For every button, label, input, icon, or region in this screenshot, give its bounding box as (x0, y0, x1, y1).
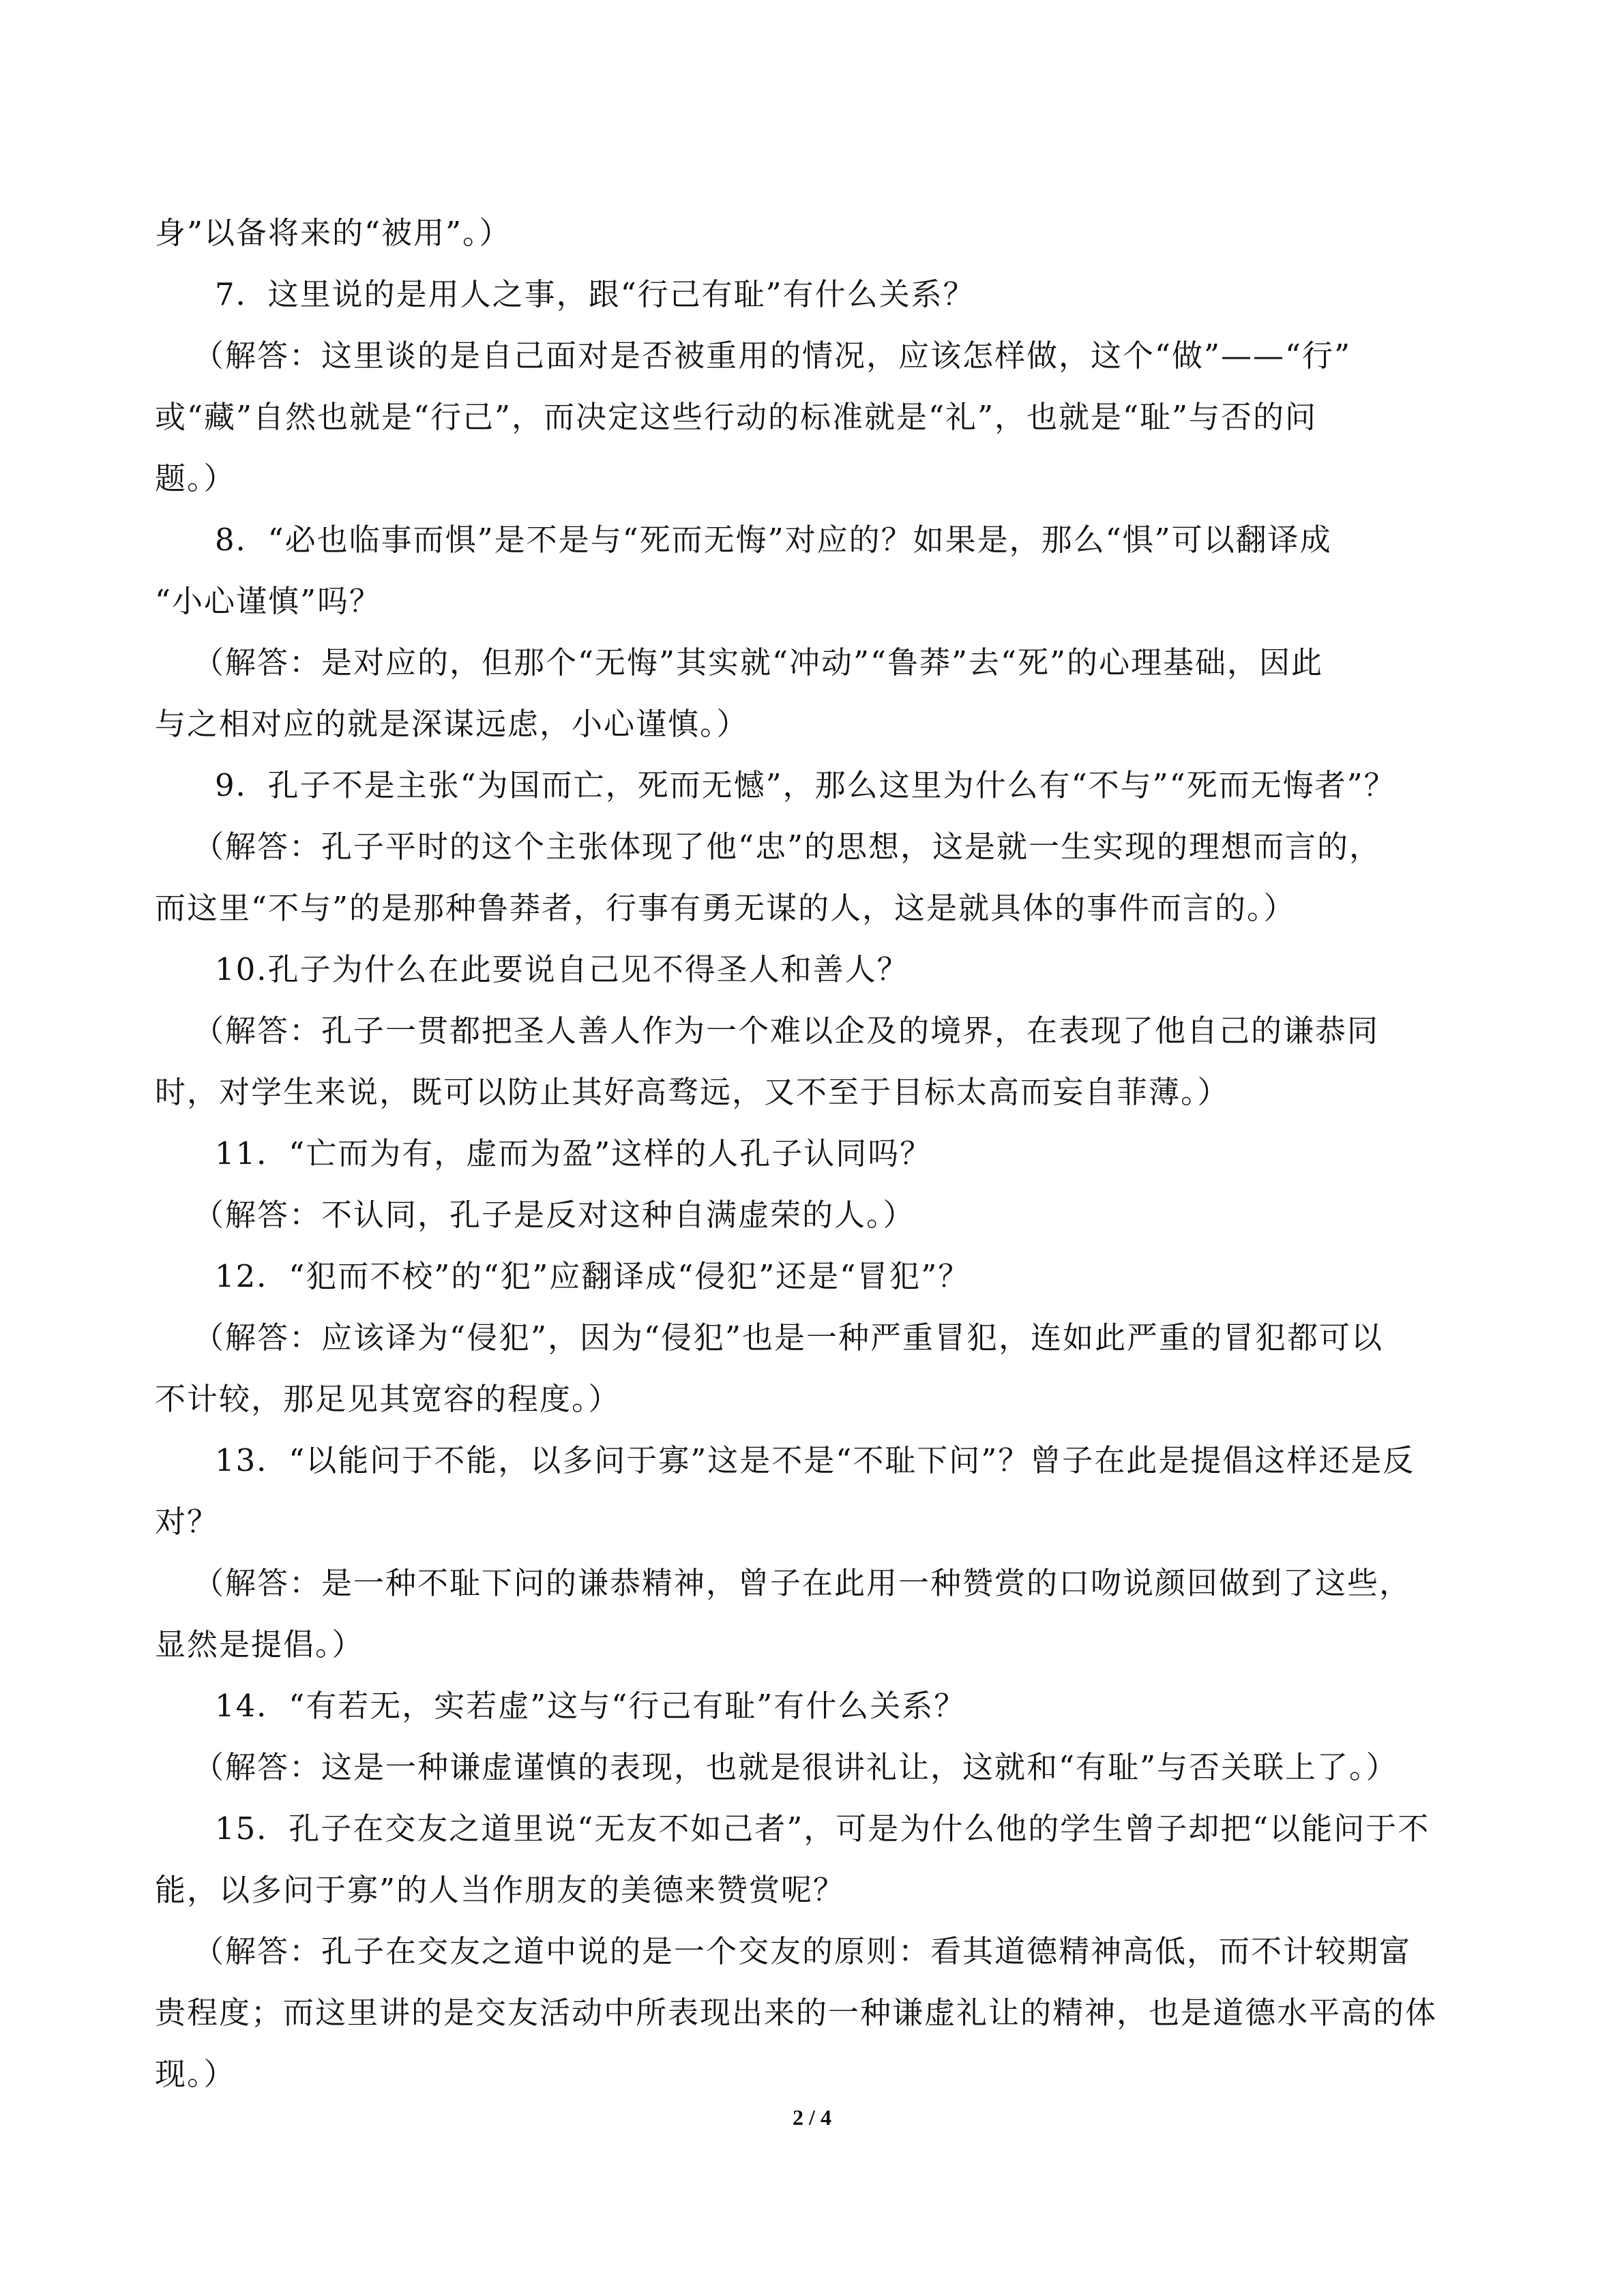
question-7: 7．这里说的是用人之事，跟“行己有耻”有什么关系？ (215, 276, 975, 312)
text-line: 时，对学生来说，既可以防止其好高骛远，又不至于目标太高而妄自菲薄。） (155, 1074, 1230, 1110)
answer-14-line: （解答：这是一种谦虚谨慎的表现，也就是很讲礼让，这就和“有耻”与否关联上了。） (193, 1749, 1398, 1785)
text-line: 身”以备将来的“被用”。） (155, 215, 512, 251)
answer-11-line: （解答：不认同，孔子是反对这种自满虚荣的人。） (193, 1197, 915, 1233)
question-11: 11．“亡而为有，虚而为盈”这样的人孔子认同吗？ (215, 1135, 932, 1172)
text-line: 题。） (155, 460, 236, 496)
text-line: 与之相对应的就是深谋远虑，小心谨慎。） (155, 706, 749, 742)
text-line: 或“藏”自然也就是“行己”，而决定这些行动的标准就是“礼”，也就是“耻”与否的问 (155, 399, 1318, 435)
answer-8-line: （解答：是对应的，但那个“无悔”其实就“冲动”“鲁莽”去“死”的心理基础，因此 (193, 644, 1324, 681)
answer-9-line: （解答：孔子平时的这个主张体现了他“忠”的思想，这是就一生实现的理想而言的， (193, 829, 1382, 865)
question-8: 8．“必也临事而惧”是不是与“死而无悔”对应的？如果是，那么“惧”可以翻译成 (215, 522, 1332, 558)
text-line: 贵程度；而这里讲的是交友活动中所表现出来的一种谦虚礼让的精神，也是道德水平高的体 (155, 1995, 1438, 2031)
page-number: 2 / 4 (793, 2105, 831, 2130)
question-12: 12．“犯而不校”的“犯”应翻译成“侵犯”还是“冒犯”？ (215, 1258, 971, 1294)
text-line: 而这里“不与”的是那种鲁莽者，行事有勇无谋的人，这是就具体的事件而言的。） (155, 890, 1296, 926)
answer-13-line: （解答：是一种不耻下问的谦恭精神，曾子在此用一种赞赏的口吻说颜回做到了这些， (193, 1565, 1412, 1601)
answer-15-line: （解答：孔子在交友之道中说的是一个交友的原则：看其道德精神高低，而不计较期富 (193, 1933, 1412, 1969)
answer-7-line: （解答：这里谈的是自己面对是否被重用的情况，应该怎样做，这个“做”——“行” (193, 338, 1352, 374)
answer-10-line: （解答：孔子一贯都把圣人善人作为一个难以企及的境界，在表现了他自己的谦恭同 (193, 1013, 1380, 1049)
text-line: 能，以多问于寡”的人当作朋友的美德来赞赏呢？ (155, 1872, 846, 1908)
question-10: 10.孔子为什么在此要说自己见不得圣人和善人？ (215, 951, 909, 987)
answer-12-line: （解答：应该译为“侵犯”，因为“侵犯”也是一种严重冒犯，连如此严重的冒犯都可以 (193, 1320, 1384, 1356)
question-13: 13．“以能问于不能，以多问于寡”这是不是“不耻下问”？曾子在此是提倡这样还是反 (215, 1442, 1415, 1478)
question-9: 9．孔子不是主张“为国而亡，死而无憾”，那么这里为什么有“不与”“死而无悔者”？ (215, 767, 1396, 803)
text-line: 现。） (155, 2056, 236, 2092)
question-14: 14．“有若无，实若虚”这与“行己有耻”有什么关系？ (215, 1688, 966, 1724)
text-line: 对？ (155, 1504, 220, 1540)
text-line: 显然是提倡。） (155, 1626, 364, 1663)
text-line: 不计较，那足见其宽容的程度。） (155, 1381, 621, 1417)
text-line: “小心谨慎”吗？ (155, 583, 382, 619)
question-15: 15．孔子在交友之道里说“无友不如己者”，可是为什么他的学生曾子却把“以能问于不 (215, 1810, 1430, 1847)
